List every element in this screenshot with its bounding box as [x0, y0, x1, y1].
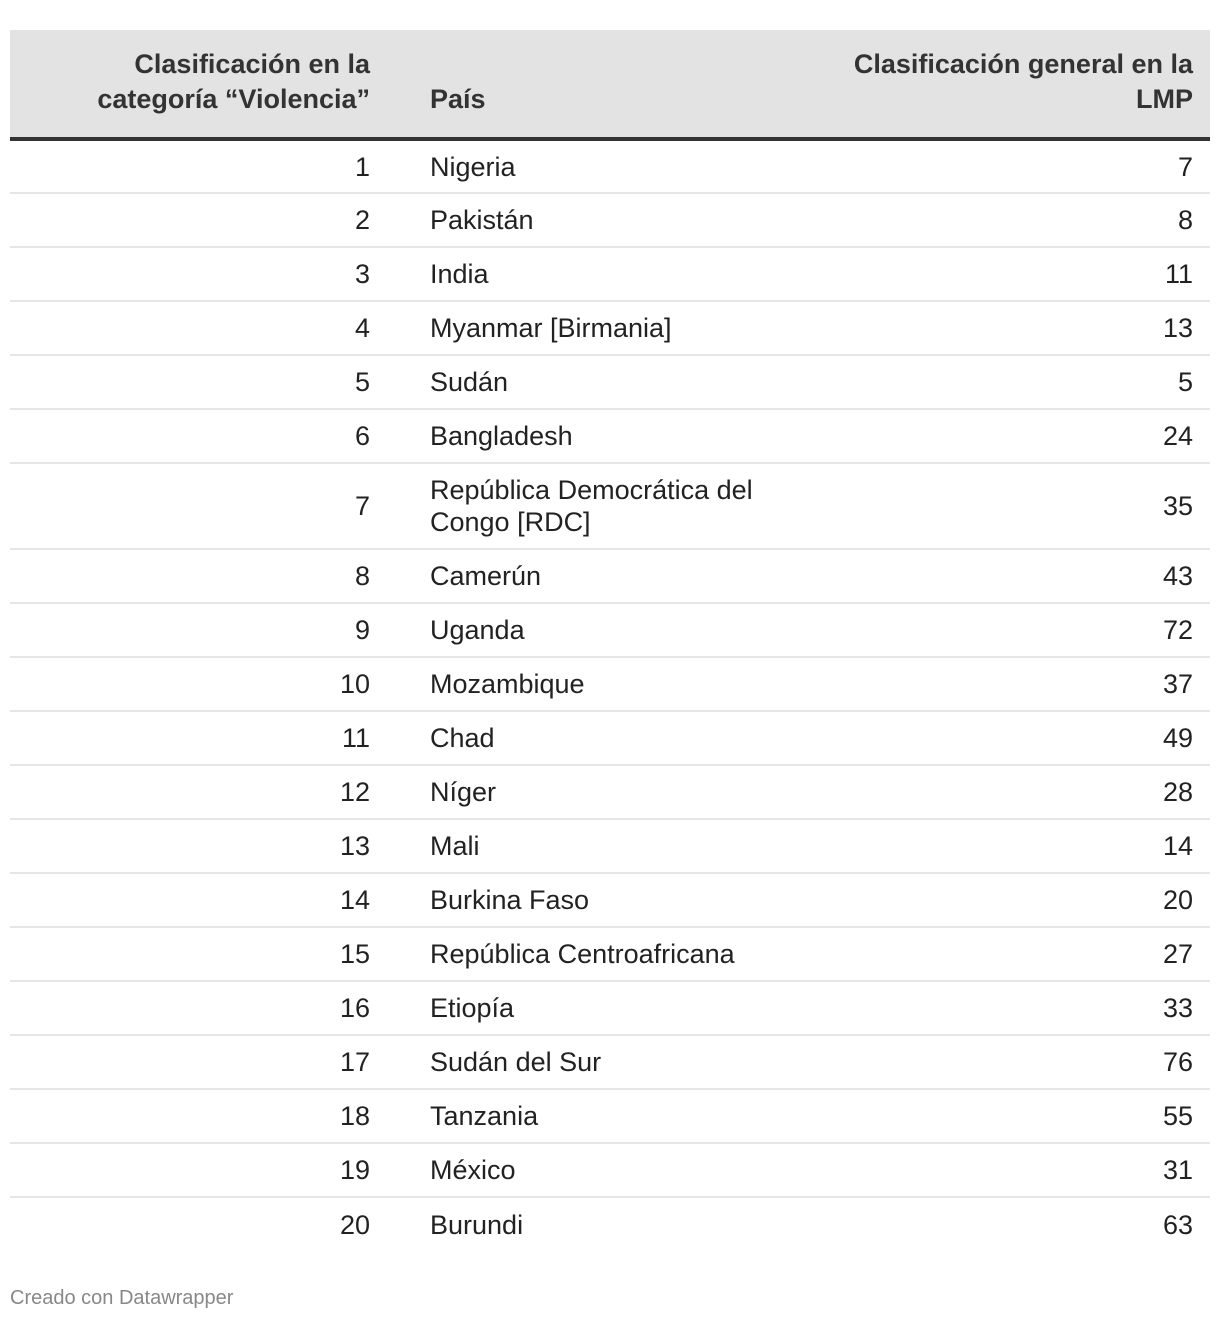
- table-row: [10, 301, 1210, 355]
- violence-rank-cell: 17: [10, 1035, 415, 1089]
- table-row: [10, 1197, 1210, 1251]
- country-cell: Burundi: [430, 1209, 524, 1240]
- country-cell: Sudán del Sur: [415, 1035, 810, 1089]
- table-row: [10, 247, 1210, 301]
- country-cell: Tanzania: [415, 1089, 810, 1143]
- country-cell: Chad: [415, 711, 810, 765]
- overall-rank-cell: 49: [810, 711, 1210, 765]
- table-row: [10, 1089, 1210, 1143]
- header-violence-rank[interactable]: Clasificación en la categoría “Violencia”: [10, 30, 415, 139]
- overall-rank-cell: 27: [810, 927, 1210, 981]
- country-cell: Camerún: [415, 549, 810, 603]
- table-row: [10, 355, 1210, 409]
- violence-rank-cell: 11: [10, 711, 415, 765]
- table-container: [10, 30, 1210, 1251]
- overall-rank-cell: 11: [810, 247, 1210, 301]
- violence-rank-cell: 13: [10, 819, 415, 873]
- overall-rank-cell: 7: [810, 139, 1210, 193]
- violence-rank-cell: 1: [10, 139, 415, 193]
- country-cell: Níger: [415, 765, 810, 819]
- header-country[interactable]: País: [415, 30, 810, 139]
- violence-rank-cell: 6: [10, 409, 415, 463]
- country-cell: Myanmar [Birmania]: [415, 301, 810, 355]
- country-cell: Pakistán: [415, 193, 810, 247]
- country-cell: República Democrática del Congo [RDC]: [415, 463, 810, 549]
- country-cell: Sudán: [415, 355, 810, 409]
- table-row: [10, 549, 1210, 603]
- ranking-table: [10, 30, 1210, 1251]
- violence-rank-cell: 10: [10, 657, 415, 711]
- violence-rank-cell: 5: [10, 355, 415, 409]
- table-row: [10, 765, 1210, 819]
- country-cell: República Centroafricana: [415, 927, 810, 981]
- datawrapper-credit[interactable]: Creado con Datawrapper: [10, 1287, 234, 1309]
- table-row: [10, 657, 1210, 711]
- overall-rank-cell: 33: [810, 981, 1210, 1035]
- country-cell: Bangladesh: [415, 409, 810, 463]
- overall-rank-cell: 35: [810, 463, 1210, 549]
- overall-rank-cell: 13: [810, 301, 1210, 355]
- country-cell: Nigeria: [415, 139, 810, 193]
- violence-rank-cell: 8: [10, 549, 415, 603]
- country-cell: India: [415, 247, 810, 301]
- violence-rank-cell: 16: [10, 981, 415, 1035]
- overall-rank-cell: 5: [810, 355, 1210, 409]
- violence-rank-cell: 20: [339, 1209, 370, 1240]
- overall-rank-cell: 72: [810, 603, 1210, 657]
- violence-rank-cell: 14: [10, 873, 415, 927]
- header-overall-rank[interactable]: Clasificación general en la LMP: [810, 30, 1210, 139]
- header-row: [10, 30, 1210, 139]
- overall-rank-cell: 31: [810, 1143, 1210, 1197]
- country-cell: Mali: [415, 819, 810, 873]
- violence-rank-cell: 19: [10, 1143, 415, 1197]
- table-row: [10, 463, 1210, 549]
- table-header: [10, 30, 1210, 139]
- violence-rank-cell: 9: [10, 603, 415, 657]
- table-row: [10, 1143, 1210, 1197]
- overall-rank-cell: 8: [810, 193, 1210, 247]
- violence-rank-cell: 12: [10, 765, 415, 819]
- table-row: [10, 1035, 1210, 1089]
- table-row: [10, 873, 1210, 927]
- overall-rank-cell: 14: [810, 819, 1210, 873]
- violence-rank-cell: 2: [10, 193, 415, 247]
- overall-rank-cell: 55: [810, 1089, 1210, 1143]
- table-row: [10, 927, 1210, 981]
- overall-rank-cell: 76: [810, 1035, 1210, 1089]
- overall-rank-cell: 43: [810, 549, 1210, 603]
- overall-rank-cell: 20: [810, 873, 1210, 927]
- violence-rank-cell: 18: [10, 1089, 415, 1143]
- table-row: [10, 711, 1210, 765]
- violence-rank-cell: 7: [10, 463, 415, 549]
- violence-rank-cell: 15: [10, 927, 415, 981]
- table-row: [10, 981, 1210, 1035]
- table-row: [10, 819, 1210, 873]
- country-cell: Uganda: [415, 603, 810, 657]
- table-row: [10, 409, 1210, 463]
- table-body: [10, 139, 1210, 1251]
- table-row: [10, 603, 1210, 657]
- overall-rank-cell: 63: [1162, 1209, 1193, 1240]
- violence-rank-cell: 4: [10, 301, 415, 355]
- country-cell: Etiopía: [415, 981, 810, 1035]
- violence-rank-cell: 3: [10, 247, 415, 301]
- table-row: [10, 139, 1210, 193]
- country-cell: México: [415, 1143, 810, 1197]
- overall-rank-cell: 28: [810, 765, 1210, 819]
- overall-rank-cell: 37: [810, 657, 1210, 711]
- overall-rank-cell: 24: [810, 409, 1210, 463]
- country-cell: Burkina Faso: [415, 873, 810, 927]
- table-row: [10, 193, 1210, 247]
- country-cell: Mozambique: [415, 657, 810, 711]
